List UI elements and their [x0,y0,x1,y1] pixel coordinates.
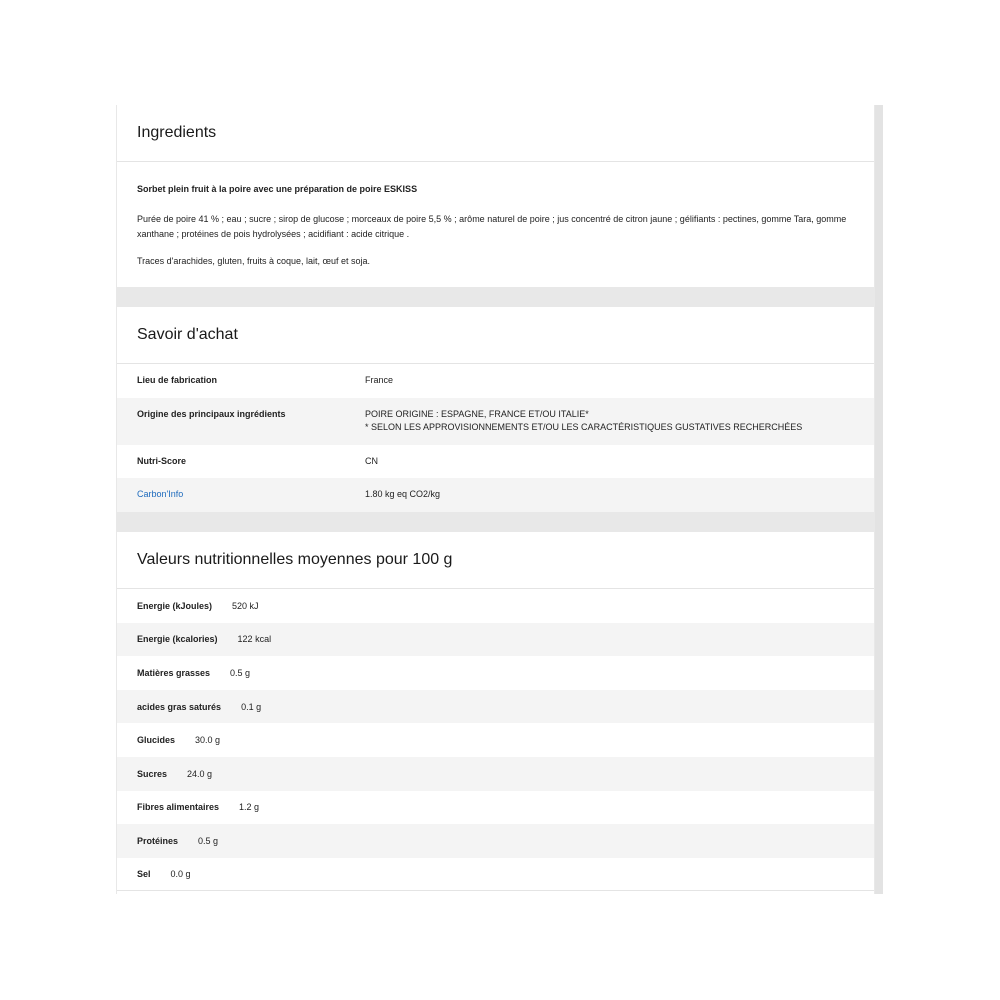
nutrition-label: Fibres alimentaires [137,802,220,813]
nutrition-label: Sucres [137,768,168,779]
nutrition-row [117,723,874,757]
nutrition-row [117,656,874,690]
nutrition-label: Glucides [137,735,176,746]
ingredients-traces: Traces d'arachides, gluten, fruits à coque, lait, œuf et soja. [137,256,370,266]
product-info-panel [116,105,883,894]
nutrition-row [117,690,874,724]
nutrition-value: 0.5 g [198,835,219,846]
nutrition-value: 0.5 g [230,667,251,678]
nutrition-row [117,589,874,623]
nutrition-value: 0.1 g [241,701,262,712]
nutrition-label: acides gras saturés [137,701,222,712]
nutrition-value: 0.0 g [170,869,191,880]
nutrition-value: 30.0 g [195,735,221,746]
nutrition-label: Matières grasses [137,667,211,678]
ingredients-card [117,105,874,287]
row-value-line: France [365,375,394,385]
ingredients-product-line: Sorbet plein fruit à la poire avec une préparation de poire ESKISS [137,184,418,194]
row-value [365,455,378,468]
row-value [365,408,802,434]
carbon-info-link[interactable]: Carbon'Info [137,489,184,499]
ingredients-composition: Purée de poire 41 % ; eau ; sucre ; sirop de glucose ; morceaux de poire 5,5 % ; arôme naturel de poire ; jus concentré de citron jaune ; gélifiants : pectines, gomme Tara, gomme xanthane ; protéines de pois hydrolysées ; acidifiant : acide citrique . [137,214,847,239]
row-label: Origine des principaux ingrédients [137,409,286,419]
nutrition-value: 520 kJ [232,600,259,611]
nutrition-row [117,791,874,825]
row-value-line: CN [365,456,378,466]
nutrition-row [117,623,874,657]
nutrition-label: Energie (kcalories) [137,634,218,645]
nutrition-row [117,757,874,791]
nutrition-row [117,858,874,892]
nutrition-value: 122 kcal [237,634,272,645]
savoir-achat-card [117,307,874,512]
row-value-line: * SELON LES APPROVISIONNEMENTS ET/OU LES CARACTÉRISTIQUES GUSTATIVES RECHERCHÉES [365,422,803,432]
savoir-row-lieu [117,364,874,398]
nutrition-value: 1.2 g [239,802,260,813]
nutrition-title: Valeurs nutritionnelles moyennes pour 100 g [117,532,874,589]
row-label: Lieu de fabrication [137,375,218,385]
row-value [365,374,393,387]
nutrition-row [117,824,874,858]
row-value-line: 1.80 kg eq CO2/kg [365,489,441,499]
row-label: Nutri-Score [137,456,187,466]
savoir-achat-title: Savoir d'achat [117,307,874,364]
ingredients-title: Ingredients [117,105,874,162]
savoir-row-carbon [117,478,874,512]
savoir-row-nutriscore [117,445,874,478]
nutrition-label: Sel [137,869,151,880]
nutrition-card [117,532,874,894]
savoir-row-origine [117,398,874,445]
scrollbar[interactable] [875,105,883,894]
ingredients-body [117,162,874,269]
row-value-line: POIRE ORIGINE : ESPAGNE, FRANCE ET/OU ITALIE* [365,409,589,419]
nutrition-label: Energie (kJoules) [137,600,213,611]
row-value [365,488,440,501]
nutrition-value: 24.0 g [187,768,213,779]
nutrition-label: Protéines [137,835,179,846]
